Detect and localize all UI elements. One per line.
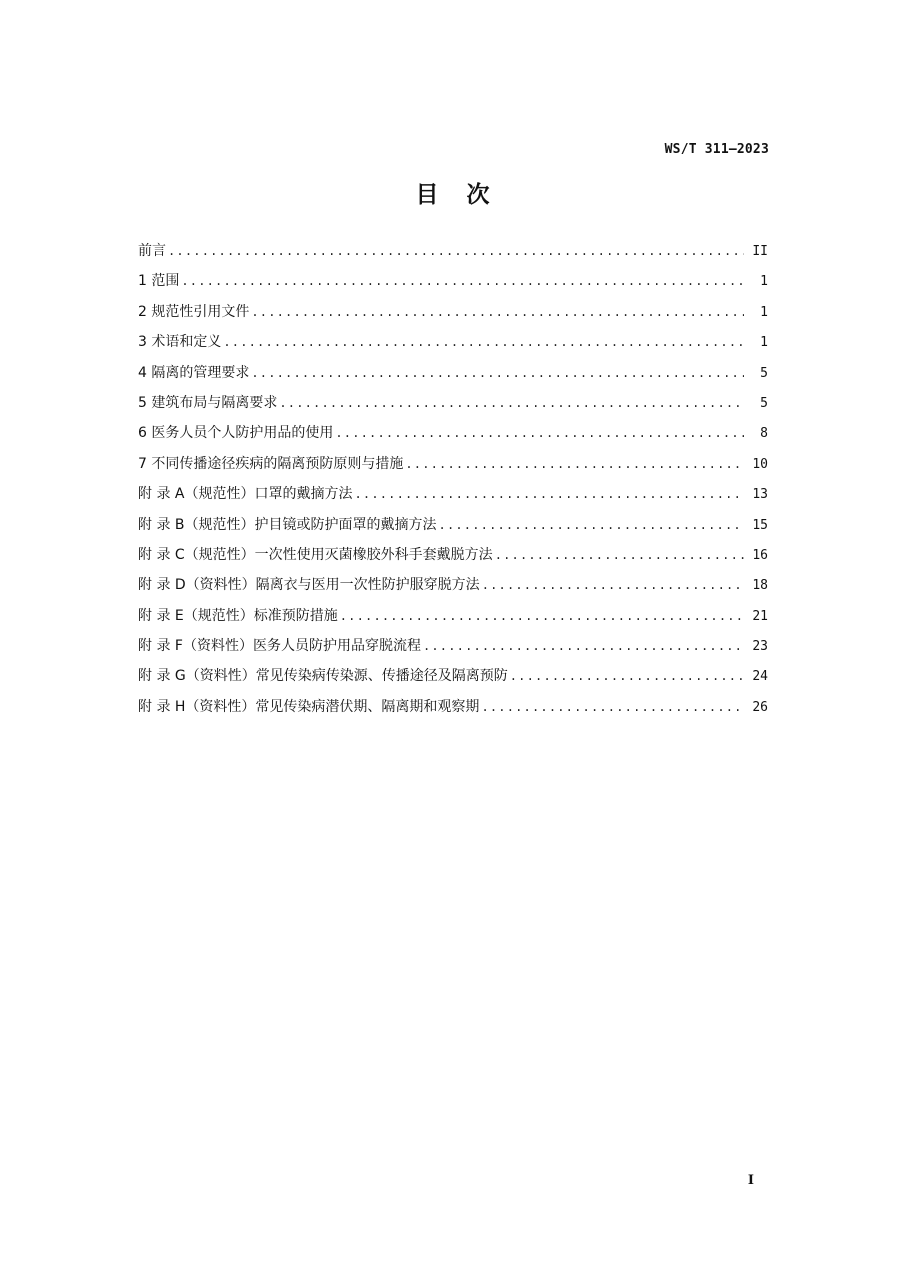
toc-entry-label: 附 录 H（资料性）常见传染病潜伏期、隔离期和观察期: [138, 698, 480, 715]
toc-entry-label: 2 规范性引用文件: [138, 303, 250, 320]
toc-dot-leader: [439, 510, 744, 540]
toc-entry-page: 10: [752, 456, 768, 472]
toc-dot-leader: [168, 236, 744, 266]
toc-entry-normative-references[interactable]: [138, 297, 768, 327]
toc-dot-leader: [251, 358, 744, 388]
toc-entry-label: 附 录 B（规范性）护目镜或防护面罩的戴摘方法: [138, 516, 437, 533]
toc-entry-page: 24: [752, 669, 768, 685]
toc-dot-leader: [405, 449, 744, 479]
document-code: WS/T 311—2023: [664, 142, 769, 157]
toc-entry-annex-b[interactable]: [138, 510, 768, 540]
toc-entry-scope[interactable]: [138, 266, 768, 296]
toc-dot-leader: [354, 479, 744, 509]
toc-entry-annex-g[interactable]: [138, 661, 768, 691]
toc-entry-page: 1: [760, 335, 768, 351]
toc-entry-annex-c[interactable]: [138, 540, 768, 570]
toc-entry-page: 5: [760, 365, 768, 381]
toc-entry-page: 18: [752, 578, 768, 594]
toc-entry-label: 7 不同传播途径疾病的隔离预防原则与措施: [138, 455, 404, 472]
toc-entry-label: 附 录 D（资料性）隔离衣与医用一次性防护服穿脱方法: [138, 577, 480, 594]
toc-entry-ppe-usage[interactable]: [138, 418, 768, 448]
toc-dot-leader: [251, 297, 744, 327]
toc-dot-leader: [181, 266, 744, 296]
toc-entry-annex-d[interactable]: [138, 570, 768, 600]
toc-entry-label: 前言: [138, 243, 166, 259]
toc-entry-building-layout[interactable]: [138, 388, 768, 418]
toc-dot-leader: [481, 692, 744, 722]
toc-entry-page: II: [752, 244, 768, 259]
toc-entry-page: 13: [752, 487, 768, 503]
toc-entry-management-requirements[interactable]: [138, 358, 768, 388]
toc-entry-annex-f[interactable]: [138, 631, 768, 661]
toc-entry-page: 1: [760, 304, 768, 320]
toc-entry-label: 附 录 E（规范性）标准预防措施: [138, 607, 338, 624]
toc-entry-page: 1: [760, 274, 768, 290]
toc-entry-label: 6 医务人员个人防护用品的使用: [138, 425, 334, 442]
table-of-contents: [138, 236, 768, 722]
toc-entry-annex-a[interactable]: [138, 479, 768, 509]
toc-entry-foreword[interactable]: [138, 236, 768, 266]
toc-entry-annex-h[interactable]: [138, 692, 768, 722]
toc-entry-terms-definitions[interactable]: [138, 327, 768, 357]
toc-dot-leader: [495, 540, 744, 570]
toc-dot-leader: [223, 327, 744, 357]
toc-entry-page: 23: [752, 639, 768, 655]
page-number: I: [747, 1173, 754, 1188]
toc-entry-label: 附 录 A（规范性）口罩的戴摘方法: [138, 486, 353, 503]
toc-entry-label: 附 录 C（规范性）一次性使用灭菌橡胶外科手套戴脱方法: [138, 546, 493, 563]
toc-entry-annex-e[interactable]: [138, 601, 768, 631]
toc-entry-label: 附 录 G（资料性）常见传染病传染源、传播途径及隔离预防: [138, 668, 508, 685]
toc-entry-page: 26: [752, 699, 768, 715]
toc-entry-page: 15: [752, 517, 768, 533]
toc-dot-leader: [335, 418, 744, 448]
toc-dot-leader: [423, 631, 744, 661]
toc-entry-label: 1 范围: [138, 273, 180, 290]
toc-entry-label: 4 隔离的管理要求: [138, 364, 250, 381]
toc-entry-label: 附 录 F（资料性）医务人员防护用品穿脱流程: [138, 638, 421, 655]
toc-entry-isolation-principles[interactable]: [138, 449, 768, 479]
toc-entry-label: 3 术语和定义: [138, 334, 222, 351]
toc-entry-page: 16: [752, 547, 768, 563]
toc-entry-page: 8: [760, 426, 768, 442]
toc-title: 目 次: [415, 182, 500, 208]
toc-dot-leader: [340, 601, 744, 631]
toc-dot-leader: [279, 388, 744, 418]
toc-entry-page: 21: [752, 608, 768, 624]
toc-dot-leader: [482, 570, 744, 600]
toc-entry-label: 5 建筑布局与隔离要求: [138, 394, 278, 411]
toc-entry-page: 5: [760, 395, 768, 411]
toc-dot-leader: [510, 661, 744, 691]
